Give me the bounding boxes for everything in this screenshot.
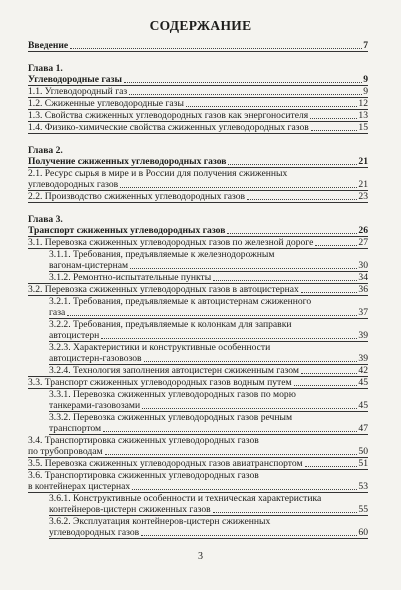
toc-entry [28,319,368,342]
chapter-heading [28,214,368,225]
toc-page-number: 55 [358,504,368,515]
toc-entry-text: 3.2.4. Технология заполнения автоцистерн сжиженным газом [49,365,299,376]
toc-entry [28,458,368,470]
toc-page-number: 12 [358,98,368,109]
dot-leader [227,233,357,234]
dot-leader [105,454,358,455]
toc-page-number: 7 [363,40,368,51]
toc-page-number: 15 [358,122,368,133]
toc-entry-text: 3.5. Перевозка сжиженных углеводородных газов авиатранспортом [28,458,303,469]
toc-entry-text-cont: автоцистерн-газовозов [49,353,142,364]
dot-leader [186,106,358,107]
toc-entry [28,493,368,516]
page-number: 3 [198,551,203,562]
toc-entry-chapter-title [28,74,368,86]
toc-entry [28,86,368,98]
toc-page-number: 23 [358,191,368,202]
dot-leader [247,199,357,200]
toc-entry [28,191,368,203]
toc-page-number: 39 [358,353,368,364]
toc-entry-text: 3.2.3. Характеристики и конструктивные особенности [49,342,271,353]
toc-entry-text: 3.6. Транспортировка сжиженных углеводородных газов [28,470,259,481]
dot-leader [132,489,357,490]
toc-entry-text: 2.2. Производство сжиженных углеводородных газов [28,191,246,202]
toc-entry [28,470,368,493]
toc-entry-text-cont: танкерами-газовозами [49,400,141,411]
toc-entry-text: 1.1. Углеводородный газ [28,86,128,97]
toc-entry-text: Углеводородные газы [28,74,122,85]
toc-entry-text: 1.3. Свойства сжиженных углеводородных газов как энергоносителя [28,110,309,121]
toc-entry-text: Транспорт сжиженных углеводородных газов [28,225,226,236]
toc-page-number: 27 [358,237,368,248]
toc-page-number: 34 [358,272,368,283]
toc-page-number: 30 [358,260,368,271]
dot-leader [120,187,357,188]
toc-page-number: 37 [358,307,368,318]
toc-entry [28,412,368,435]
toc-entry-text: 3.3.2. Перевозка сжиженных углеводородных газов речным [49,412,293,423]
toc-entry [28,98,368,110]
toc-entry-text: 3.6.2. Эксплуатация контейнеров-цистерн сжиженных [49,516,271,527]
dot-leader [101,338,357,339]
toc-page-number: 60 [358,527,368,538]
toc-entry-text: 3.2. Перевозка сжиженных углеводородных газов в автоцистернах [28,284,299,295]
toc-entry-text: 1.2. Сжиженные углеводородные газы [28,98,184,109]
toc-page-number: 45 [358,400,368,411]
chapter-label: Глава 3. [28,214,63,225]
toc-entry [28,377,368,389]
dot-leader [301,373,357,374]
dot-leader [142,408,357,409]
dot-leader [141,535,357,536]
toc-page-number: 47 [358,423,368,434]
toc-entry-text: Получение сжиженных углеводородных газов [28,156,227,167]
toc-entry [28,365,368,377]
toc-entry-text: Введение [28,40,69,51]
toc-entry [28,516,368,539]
toc-entry-text: 3.2.1. Требования, предъявляемые к автоцистернам сжиженного [49,296,312,307]
table-of-contents [28,40,368,539]
toc-entry-text-cont: вагонам-цистернам [49,260,129,271]
toc-page-number: 9 [363,86,368,97]
toc-entry-text-cont: газа [49,307,66,318]
toc-page-number: 21 [358,156,368,167]
toc-page-number: 39 [358,330,368,341]
dot-leader [213,280,357,281]
toc-entry-text: 1.4. Физико-химические свойства сжиженных углеводородных газов [28,122,309,133]
toc-page-number: 50 [358,446,368,457]
toc-entry [28,249,368,272]
toc-page-number: 53 [358,481,368,492]
toc-entry-text: 3.1. Перевозка сжиженных углеводородных газов по железной дороге [28,237,314,248]
toc-entry-text-cont: транспортом [49,423,102,434]
toc-entry-text: 3.6.1. Конструктивные особенности и техническая характеристика [49,493,322,504]
toc-entry-text-cont: по трубопроводам [28,446,103,457]
dot-leader [213,512,358,513]
toc-entry [28,435,368,458]
dot-leader [70,48,362,49]
dot-leader [305,466,358,467]
dot-leader [124,82,362,83]
toc-page-number: 9 [363,74,368,85]
toc-page-number: 13 [358,110,368,121]
toc-page-number: 42 [358,365,368,376]
dot-leader [103,431,357,432]
chapter-heading [28,63,368,74]
toc-entry [28,122,368,134]
toc-page-number: 51 [358,458,368,469]
chapter-label: Глава 2. [28,145,63,156]
toc-entry-text: 3.1.2. Ремонтно-испытательные пункты [49,272,212,283]
toc-page-number: 36 [358,284,368,295]
toc-entry-text-cont: контейнеров-цистерн сжиженных газов [49,504,211,515]
dot-leader [294,385,358,386]
dot-leader [310,118,357,119]
toc-entry [28,272,368,284]
toc-page-number: 45 [358,377,368,388]
toc-entry-text-cont: в контейнерах цистернах [28,481,131,492]
page-title: СОДЕРЖАНИЕ [149,18,252,33]
toc-entry [28,296,368,319]
dot-leader [130,268,357,269]
toc-entry [28,110,368,122]
toc-page-number: 21 [358,179,368,190]
toc-entry-text: 3.4. Транспортировка сжиженных углеводородных газов [28,435,259,446]
toc-entry-text-cont: углеводородных газов [49,527,140,538]
dot-leader [301,292,358,293]
dot-leader [228,164,357,165]
toc-entry-intro [28,40,368,52]
toc-entry [28,284,368,296]
toc-entry-text: 3.1.1. Требования, предъявляемые к железнодорожным [49,249,275,260]
toc-entry [28,342,368,365]
toc-entry-chapter-title [28,225,368,237]
dot-leader [67,315,357,316]
dot-leader [144,361,358,362]
dot-leader [315,245,357,246]
chapter-heading [28,145,368,156]
toc-entry-text-cont: автоцистерн [49,330,100,341]
dot-leader [129,94,362,95]
toc-page-number: 26 [358,225,368,236]
toc-entry [28,389,368,412]
toc-entry-text: 2.1. Ресурс сырья в мире и в России для получения сжиженных [28,168,288,179]
toc-entry [28,168,368,191]
toc-entry-text: 3.3. Транспорт сжиженных углеводородных газов водным путем [28,377,292,388]
toc-entry-text: 3.3.1. Перевозка сжиженных углеводородных газов по морю [49,389,296,400]
toc-entry-text-cont: углеводородных газов [28,179,119,190]
toc-entry-chapter-title [28,156,368,168]
toc-entry-text: 3.2.2. Требования, предъявляемые к колонкам для заправки [49,319,292,330]
dot-leader [311,130,358,131]
chapter-label: Глава 1. [28,63,63,74]
toc-entry [28,237,368,249]
